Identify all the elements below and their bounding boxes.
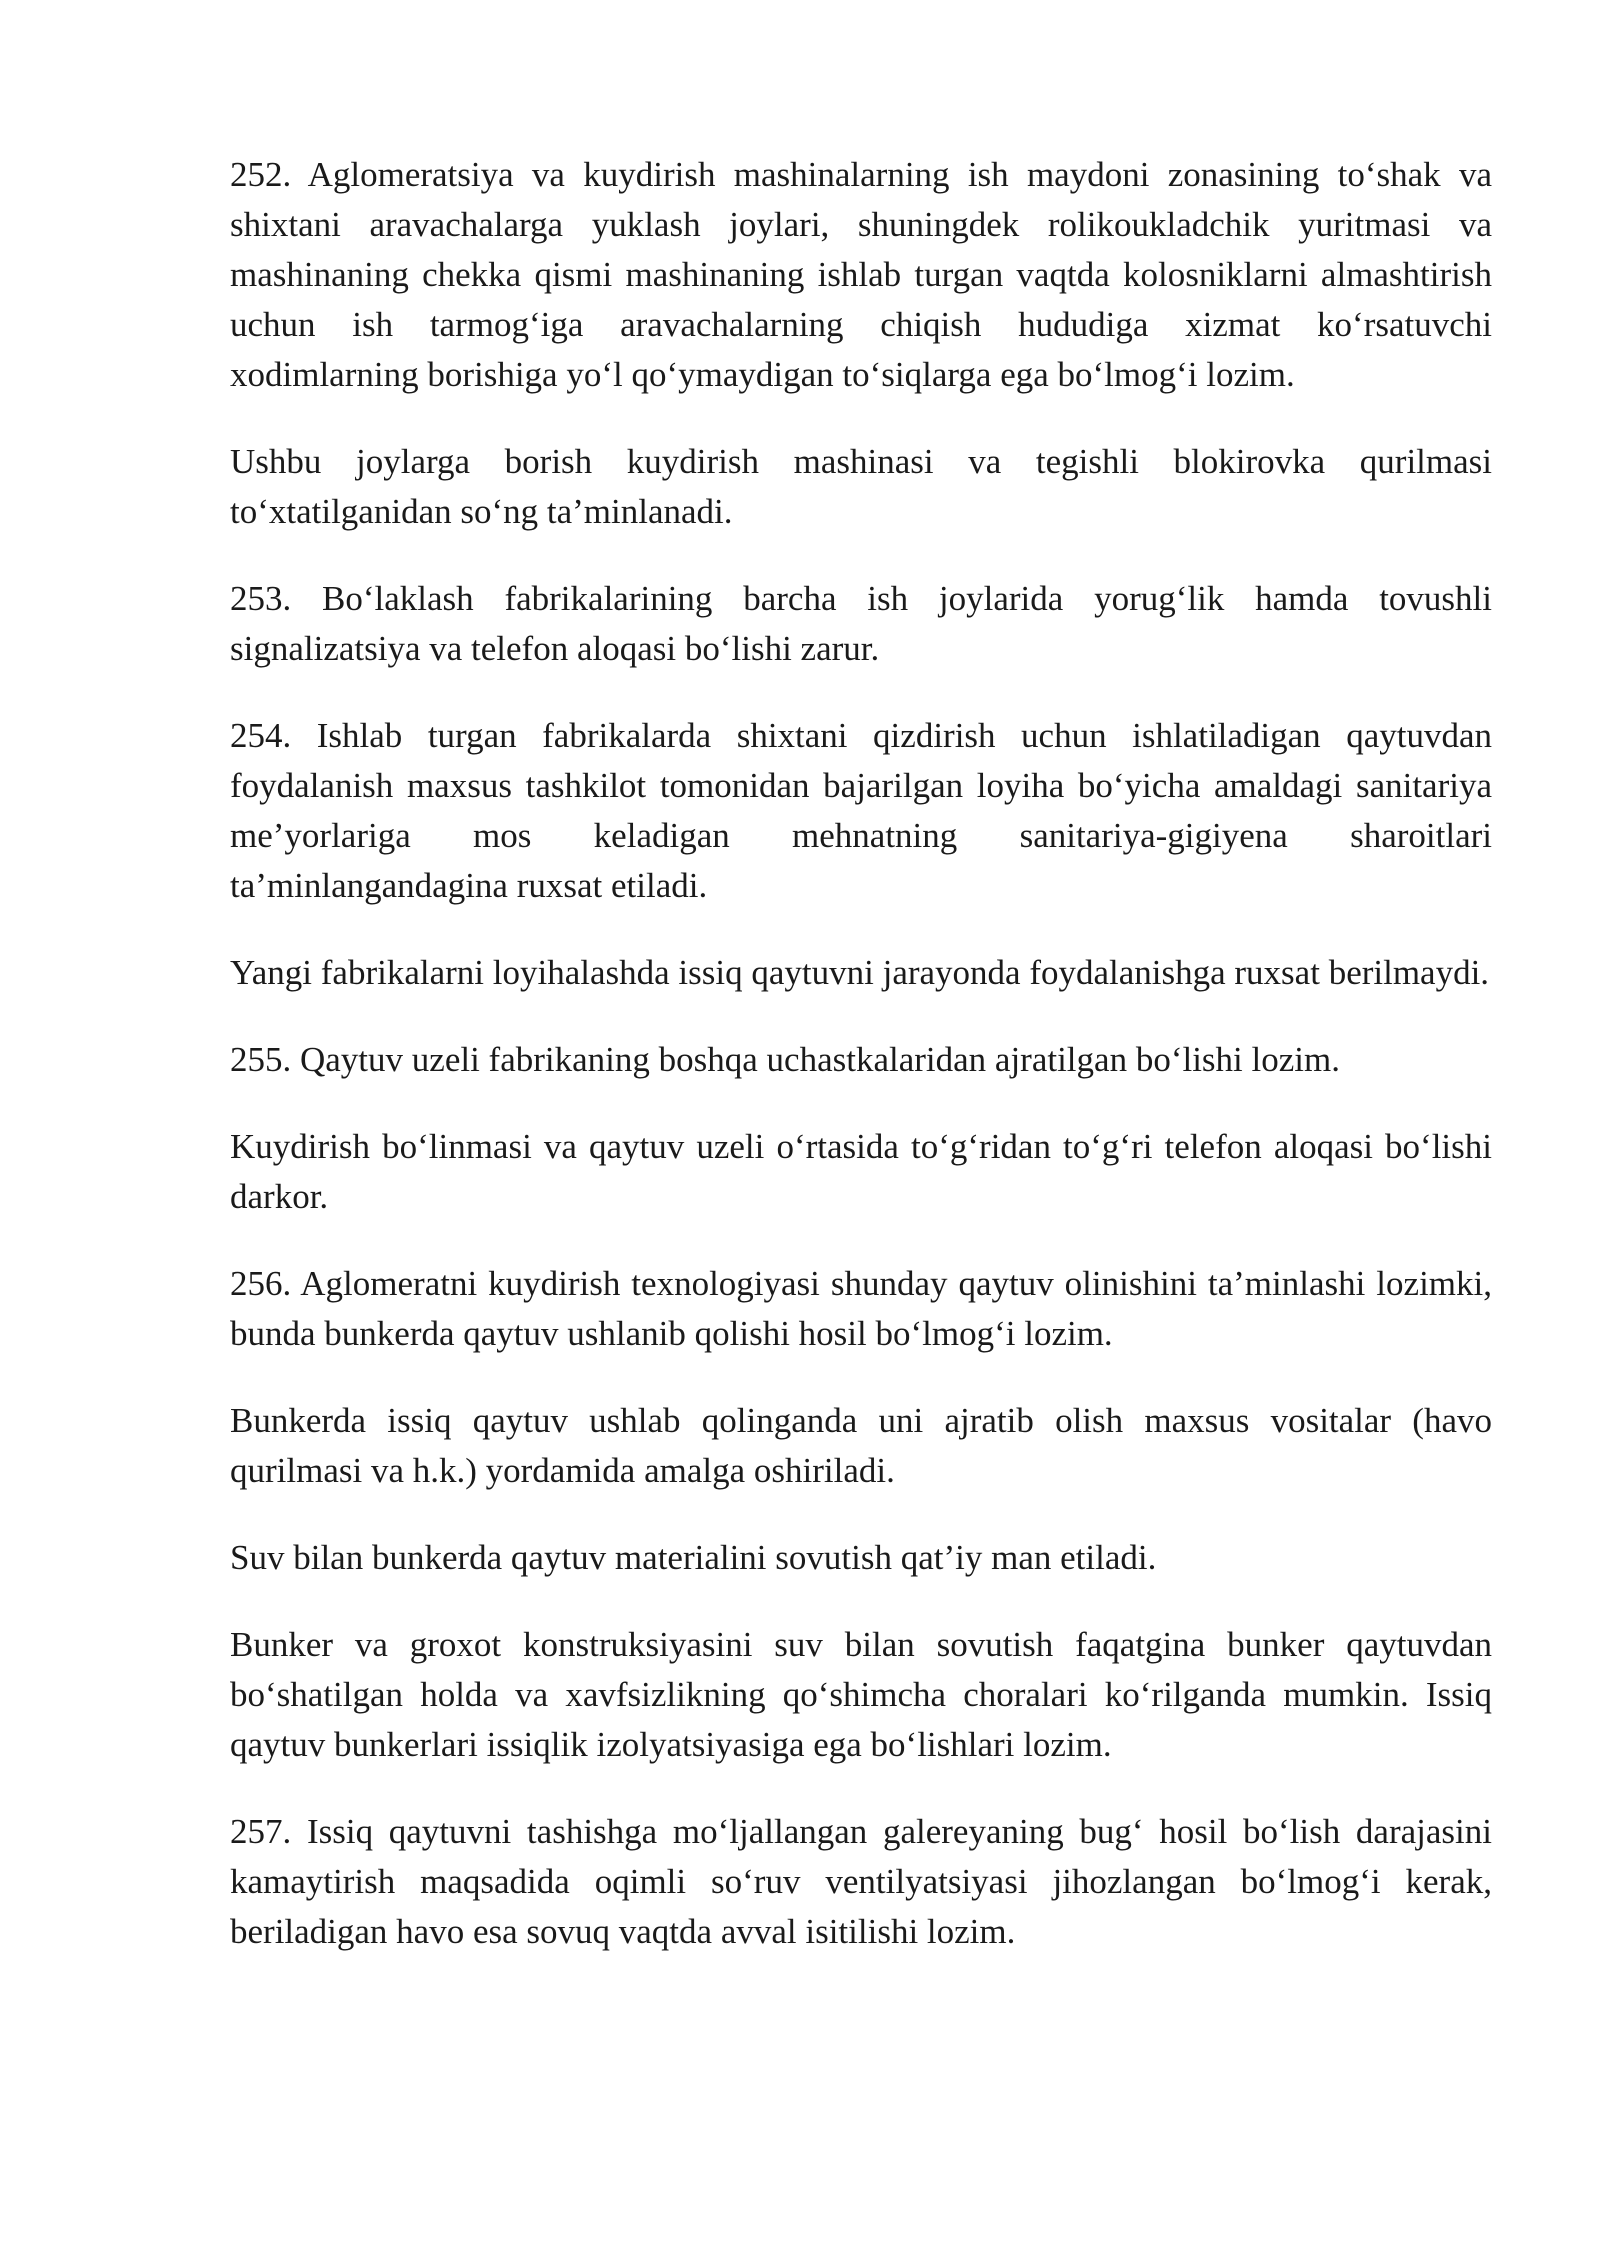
document-body: [230, 150, 1492, 1994]
paragraph-256: 256. Aglomeratni kuydirish texnologiyasi shunday qaytuv olinishini ta’minlashi lozimki, bunda bunkerda qaytuv ushlanib qolishi hosil bo‘lmog‘i lozim.: [230, 1264, 1492, 1353]
paragraph-252-note: Ushbu joylarga borish kuydirish mashinasi va tegishli blokirovka qurilmasi to‘xtatilganidan so‘ng ta’minlanadi.: [230, 442, 1492, 531]
paragraph-257: 257. Issiq qaytuvni tashishga mo‘ljallangan galereyaning bug‘ hosil bo‘lish darajasini kamaytirish maqsadida oqimli so‘ruv ventilyatsiyasi jihozlangan bo‘lmog‘i kerak, beriladigan havo esa sovuq vaqtda avval isitilishi lozim.: [230, 1812, 1492, 1951]
paragraph-253: 253. Bo‘laklash fabrikalarining barcha ish joylarida yorug‘lik hamda tovushli signalizatsiya va telefon aloqasi bo‘lishi zarur.: [230, 579, 1492, 668]
paragraph-255-note: Kuydirish bo‘linmasi va qaytuv uzeli o‘rtasida to‘g‘ridan to‘g‘ri telefon aloqasi bo‘lishi darkor.: [230, 1127, 1492, 1216]
paragraph-256-note-2: Suv bilan bunkerda qaytuv materialini sovutish qat’iy man etiladi.: [230, 1538, 1157, 1577]
paragraph-256-note-3: Bunker va groxot konstruksiyasini suv bilan sovutish faqatgina bunker qaytuvdan bo‘shatilgan holda va xavfsizlikning qo‘shimcha choralari ko‘rilganda mumkin. Issiq qaytuv bunkerlari issiqlik izolyatsiyasiga ega bo‘lishlari lozim.: [230, 1625, 1492, 1764]
paragraph-255: 255. Qaytuv uzeli fabrikaning boshqa uchastkalaridan ajratilgan bo‘lishi lozim.: [230, 1040, 1340, 1079]
paragraph-256-note-1: Bunkerda issiq qaytuv ushlab qolinganda uni ajratib olish maxsus vositalar (havo qurilmasi va h.k.) yordamida amalga oshiriladi.: [230, 1401, 1492, 1490]
paragraph-254-note: Yangi fabrikalarni loyihalashda issiq qaytuvni jarayonda foydalanishga ruxsat berilmaydi.: [230, 953, 1490, 992]
paragraph-254: 254. Ishlab turgan fabrikalarda shixtani qizdirish uchun ishlatiladigan qaytuvdan foydalanish maxsus tashkilot tomonidan bajarilgan loyiha bo‘yicha amaldagi sanitariya me’yorlariga mos keladigan mehnatning sanitariya-gigiyena sharoitlari ta’minlangandagina ruxsat etiladi.: [230, 716, 1492, 905]
paragraph-252: 252. Aglomeratsiya va kuydirish mashinalarning ish maydoni zonasining to‘shak va shixtani aravachalarga yuklash joylari, shuningdek rolikoukladchik yuritmasi va mashinaning chekka qismi mashinaning ishlab turgan vaqtda kolosniklarni almashtirish uchun ish tarmog‘iga aravachalarning chiqish hududiga xizmat ko‘rsatuvchi xodimlarning borishiga yo‘l qo‘ymaydigan to‘siqlarga ega bo‘lmog‘i lozim.: [230, 155, 1492, 394]
